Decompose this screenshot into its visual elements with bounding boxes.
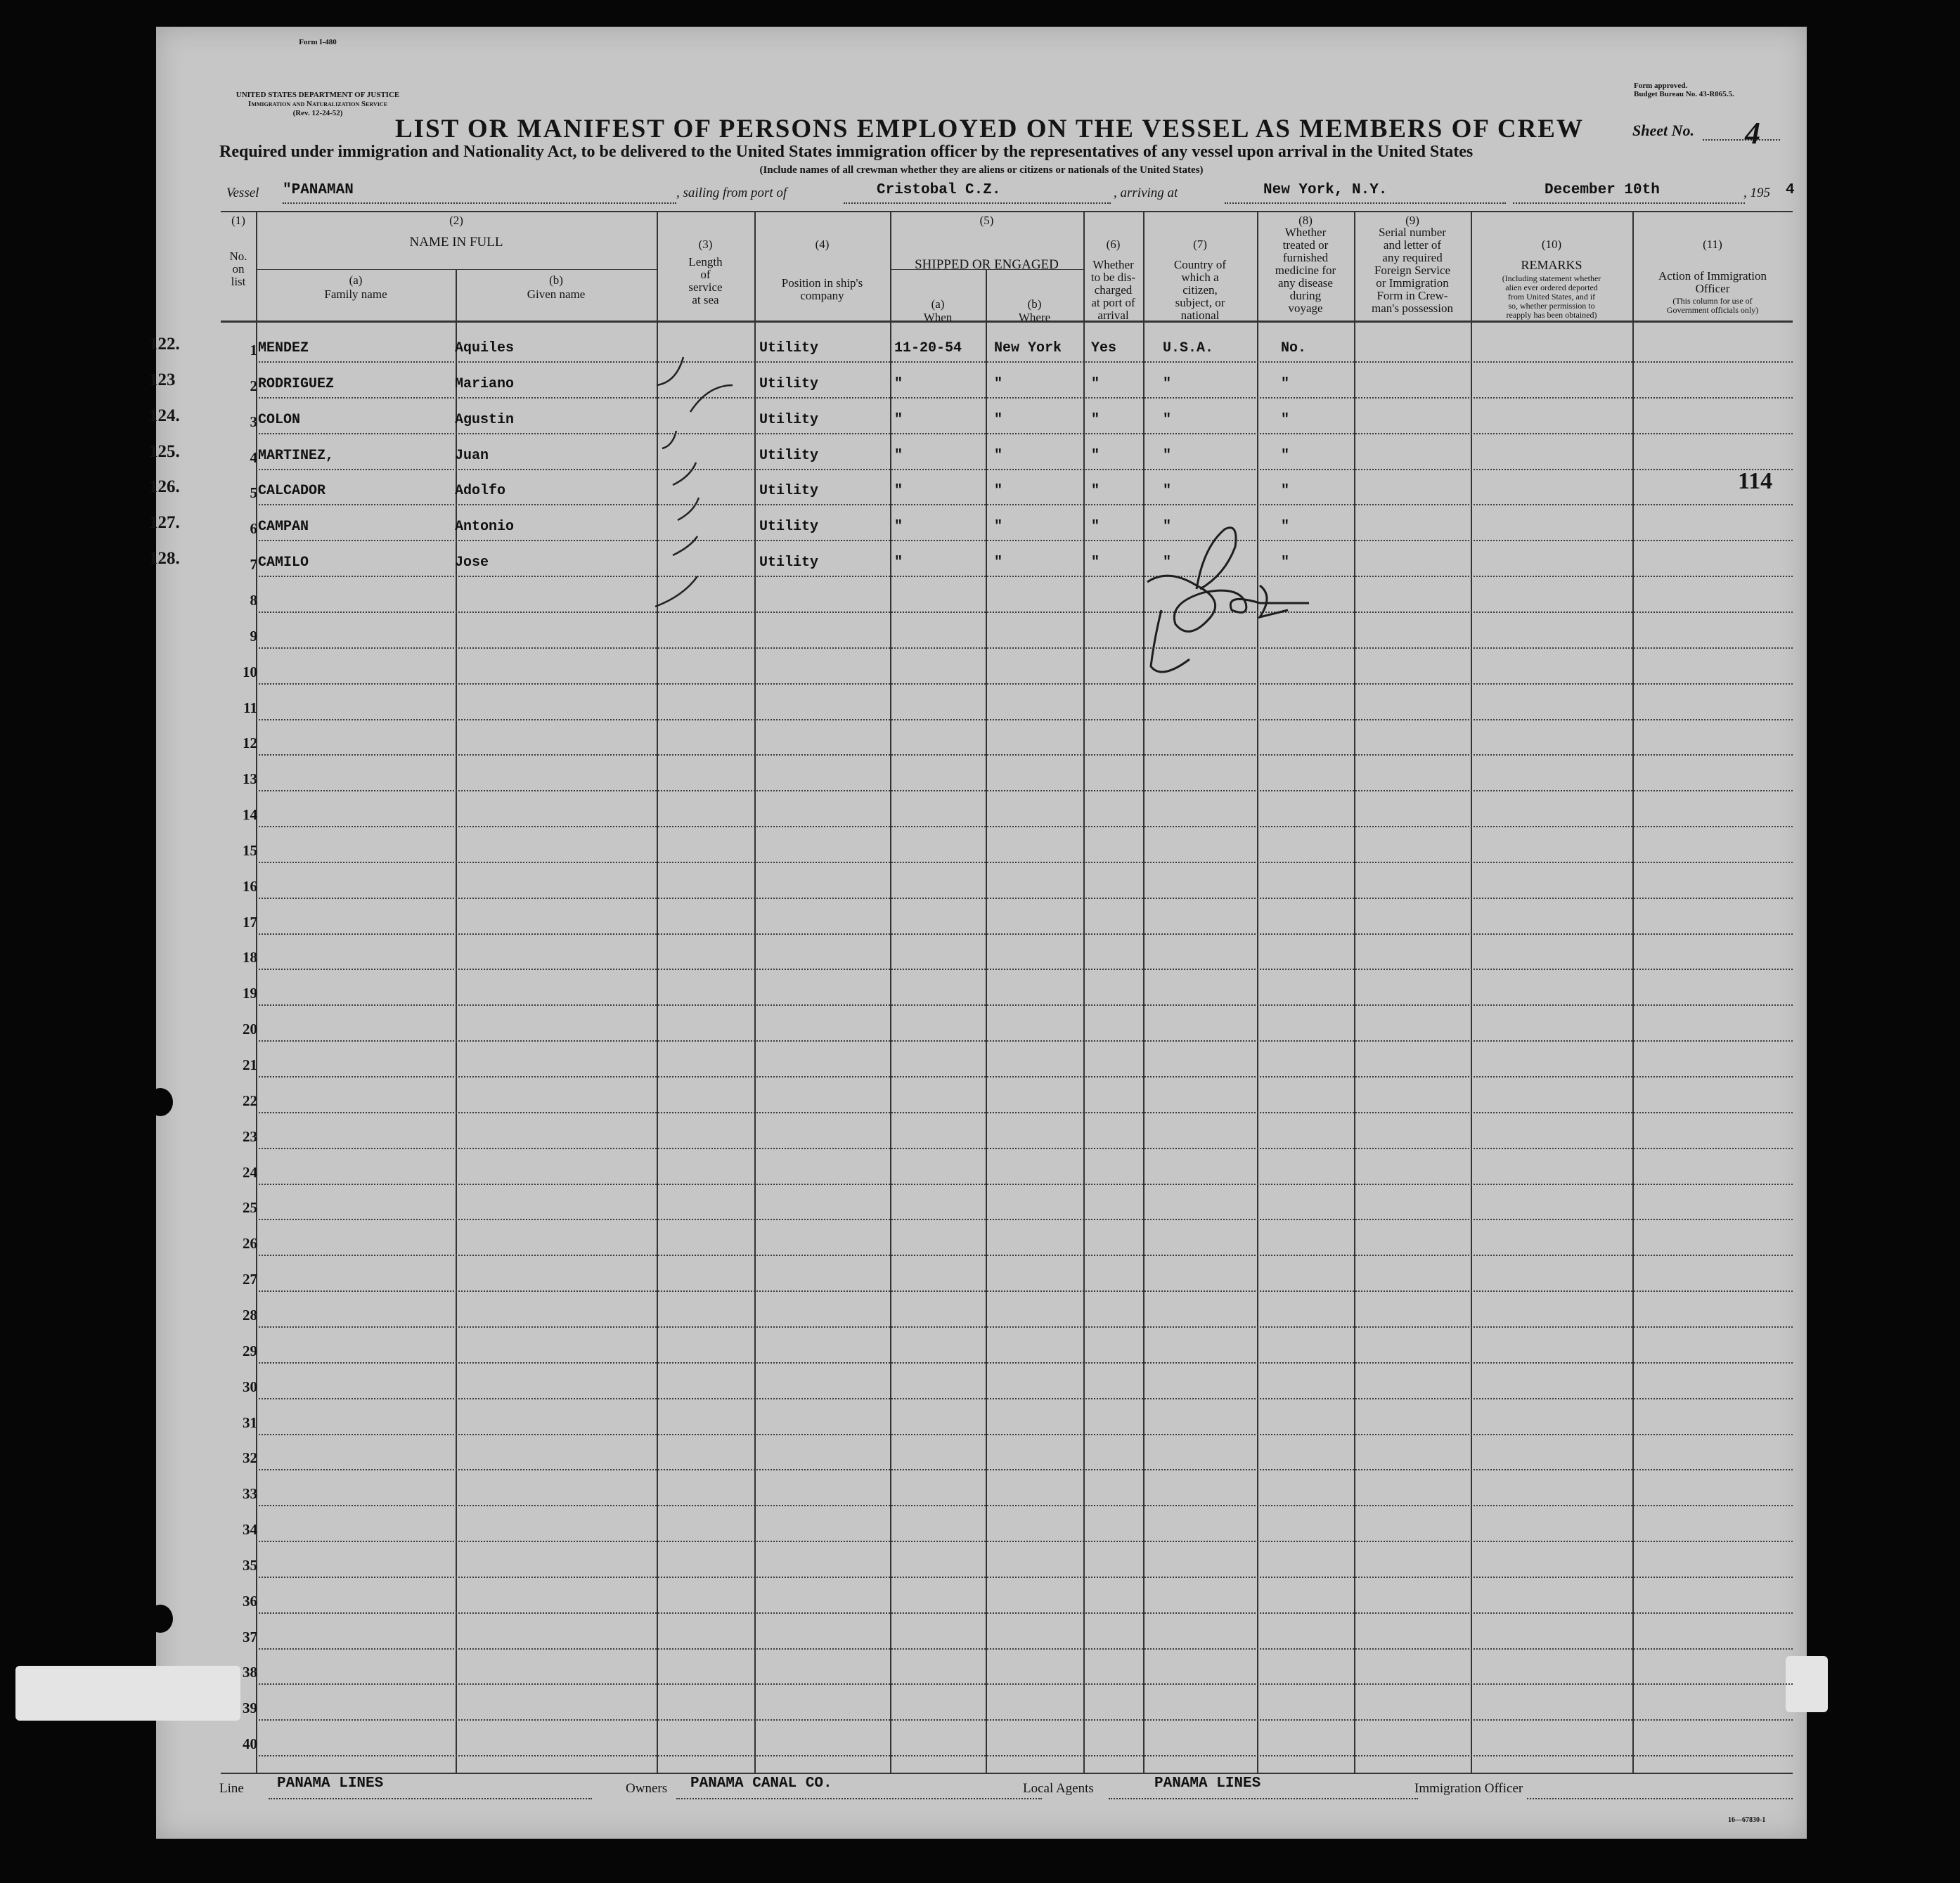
- col10-number: (10): [1541, 238, 1562, 251]
- discharged: ": [1091, 411, 1100, 428]
- col1-label-c: list: [231, 275, 246, 288]
- family-name: CALCADOR: [258, 483, 326, 500]
- row-rule: [256, 612, 1793, 613]
- col5-number: (5): [979, 214, 994, 227]
- port-from: Cristobal C.Z.: [877, 182, 1001, 198]
- col6-label-b: to be dis-: [1090, 271, 1136, 284]
- col9-label-d: Foreign Service: [1374, 264, 1451, 277]
- position: Utility: [759, 555, 819, 571]
- col7-number: (7): [1193, 238, 1207, 251]
- row-rule: [256, 504, 1793, 505]
- shipped-when: ": [894, 411, 903, 428]
- row-rule: [256, 1541, 1793, 1542]
- row-rule: [256, 862, 1793, 863]
- col5a-label: When: [923, 311, 953, 324]
- given-name: Agustin: [455, 411, 515, 428]
- row-rule: [256, 576, 1793, 577]
- row-line-number: 15: [243, 841, 257, 859]
- medicine: ": [1281, 411, 1290, 428]
- col11-note-2: Government officials only): [1666, 305, 1759, 315]
- row-rule: [256, 1648, 1793, 1650]
- col5-title: SHIPPED OR ENGAGED: [915, 257, 1059, 272]
- port-to: New York, N.Y.: [1263, 182, 1388, 198]
- row-line-number: 1: [250, 342, 257, 358]
- row-line-number: 5: [250, 484, 257, 502]
- vessel-name: "PANAMAN: [283, 182, 354, 198]
- shipped-where: ": [994, 555, 1003, 571]
- row-rule: [256, 1362, 1793, 1364]
- given-name: Adolfo: [455, 483, 506, 500]
- col10-note-4: so, whether permission to: [1508, 301, 1595, 311]
- action-count: 114: [1738, 468, 1773, 494]
- medicine: ": [1281, 483, 1290, 500]
- row-rule: [256, 969, 1793, 970]
- row-line-number: 27: [243, 1271, 257, 1288]
- country: ": [1163, 483, 1172, 500]
- row-rule: [256, 719, 1793, 720]
- row-rule: [256, 933, 1793, 935]
- col6-number: (6): [1106, 238, 1121, 251]
- family-name: MENDEZ: [258, 340, 309, 356]
- row-line-number: 40: [243, 1735, 257, 1753]
- col2-number: (2): [449, 214, 463, 227]
- row-rule: [256, 1505, 1793, 1506]
- discharged: ": [1091, 447, 1100, 464]
- row-line-number: 9: [250, 627, 257, 645]
- col3-label-a: Length: [688, 255, 723, 268]
- family-name: CAMPAN: [258, 519, 309, 536]
- col11-number: (11): [1703, 238, 1722, 251]
- row-line-number: 35: [243, 1556, 257, 1574]
- col2a-label: Family name: [324, 287, 387, 301]
- col9-label-e: or Immigration: [1376, 276, 1449, 290]
- check-marks: [634, 336, 775, 617]
- col8-label-e: any disease: [1278, 276, 1333, 290]
- row-rule: [256, 1612, 1793, 1614]
- row-rule: [256, 540, 1793, 541]
- col1-label-a: No.: [229, 250, 247, 263]
- country: ": [1163, 411, 1172, 428]
- department: UNITED STATES DEPARTMENT OF JUSTICE: [236, 91, 400, 99]
- row-rule: [256, 433, 1793, 434]
- medicine: ": [1281, 447, 1290, 464]
- owners-label: Owners: [626, 1781, 668, 1796]
- row-rule: [256, 1255, 1793, 1256]
- col8-label-d: medicine for: [1275, 264, 1336, 277]
- position: Utility: [759, 411, 819, 428]
- shipped-when: ": [894, 447, 903, 464]
- vessel-label: Vessel: [226, 186, 259, 200]
- owners-value: PANAMA CANAL CO.: [690, 1775, 832, 1792]
- col3-label-d: at sea: [692, 293, 719, 306]
- col8-label-f: during: [1289, 289, 1322, 302]
- manifest-title: LIST OR MANIFEST OF PERSONS EMPLOYED ON THE VESSEL AS MEMBERS OF CREW: [395, 115, 1584, 143]
- list-number: 125.: [149, 441, 180, 461]
- row-line-number: 3: [250, 413, 257, 430]
- row-rule: [256, 1434, 1793, 1435]
- row-line-number: 23: [243, 1127, 257, 1145]
- col6-label-d: at port of: [1091, 296, 1135, 309]
- given-name: Aquiles: [455, 340, 515, 356]
- revision: (Rev. 12-24-52): [292, 109, 343, 117]
- row-rule: [256, 1112, 1793, 1113]
- col8-label-g: voyage: [1288, 302, 1323, 315]
- col1-label-b: on: [232, 262, 245, 276]
- row-line-number: 34: [243, 1521, 257, 1539]
- row-rule: [256, 1040, 1793, 1042]
- row-rule: [256, 1004, 1793, 1006]
- sheet-label: Sheet No.: [1632, 122, 1694, 139]
- family-name: COLON: [258, 411, 301, 428]
- col6-label-e: arrival: [1097, 309, 1129, 322]
- row-line-number: 6: [250, 520, 257, 538]
- row-line-number: 20: [243, 1021, 257, 1038]
- row-rule: [256, 790, 1793, 791]
- col10-title: REMARKS: [1521, 258, 1582, 272]
- shipped-when: ": [894, 555, 903, 571]
- sailing-label: , sailing from port of: [676, 186, 787, 200]
- shipped-when: ": [894, 375, 903, 392]
- discharged: Yes: [1091, 340, 1117, 356]
- col8-label-a: Whether: [1284, 226, 1327, 239]
- col3-label-b: of: [700, 268, 711, 281]
- row-rule: [256, 1577, 1793, 1578]
- row-rule: [256, 1398, 1793, 1399]
- row-line-number: 18: [243, 949, 257, 966]
- row-line-number: 22: [243, 1092, 257, 1109]
- given-name: Jose: [455, 555, 489, 571]
- row-line-number: 38: [243, 1664, 257, 1681]
- shipped-where: ": [994, 375, 1003, 392]
- position: Utility: [759, 340, 819, 356]
- scan-glare-left: [15, 1666, 240, 1721]
- given-name: Mariano: [455, 375, 515, 392]
- col2a-letter: (a): [349, 273, 363, 287]
- manifest-sheet: [149, 27, 1807, 1839]
- row-rule: [256, 1076, 1793, 1078]
- row-line-number: 30: [243, 1378, 257, 1395]
- include-note: (Include names of all crewman whether they are aliens or citizens or nationals of the United States): [759, 164, 1204, 176]
- discharged: ": [1091, 375, 1100, 392]
- inspector-signature: [1119, 519, 1316, 687]
- col8-number: (8): [1298, 214, 1313, 227]
- country: ": [1163, 375, 1172, 392]
- row-line-number: 12: [243, 735, 257, 752]
- row-line-number: 37: [243, 1628, 257, 1645]
- medicine: ": [1281, 519, 1290, 536]
- manifest-subtitle: Required under immigration and Nationality Act, to be delivered to the United States immigration officer by the representatives of any vessel upon arrival in the United States: [219, 143, 1474, 161]
- list-number: 124.: [149, 406, 180, 425]
- position: Utility: [759, 447, 819, 464]
- year-prefix: , 195: [1743, 186, 1770, 200]
- shipped-where: ": [994, 483, 1003, 500]
- col9-label-a: Serial number: [1379, 226, 1446, 239]
- col2b-label: Given name: [527, 287, 586, 301]
- col10-note-1: (Including statement whether: [1502, 273, 1601, 283]
- family-name: MARTINEZ,: [258, 447, 335, 464]
- row-line-number: 2: [250, 377, 257, 394]
- col3-label-c: service: [688, 280, 723, 294]
- col10-note-2: alien ever ordered deported: [1505, 283, 1598, 292]
- shipped-when: 11-20-54: [894, 340, 962, 356]
- medicine: No.: [1281, 340, 1307, 356]
- col4-number: (4): [815, 238, 830, 251]
- row-rule: [256, 1219, 1793, 1220]
- approval-line-2: Budget Bureau No. 43-R065.5.: [1634, 90, 1734, 98]
- officer-label: Immigration Officer: [1414, 1781, 1523, 1796]
- line-label: Line: [219, 1781, 244, 1796]
- col9-label-f: Form in Crew-: [1376, 289, 1448, 302]
- row-rule: [256, 647, 1793, 649]
- discharged: ": [1091, 555, 1100, 571]
- row-rule: [256, 754, 1793, 756]
- shipped-when: ": [894, 483, 903, 500]
- col10-note-5: reapply has been obtained): [1506, 310, 1597, 320]
- list-number: 122.: [149, 335, 180, 354]
- row-line-number: 32: [243, 1449, 257, 1467]
- col11-label-b: Officer: [1695, 282, 1730, 295]
- row-line-number: 31: [243, 1413, 257, 1431]
- arriving-label: , arriving at: [1114, 186, 1178, 200]
- col10-note-3: from United States, and if: [1507, 292, 1596, 302]
- shipped-where: ": [994, 519, 1003, 536]
- row-rule: [256, 1148, 1793, 1149]
- arrival-date: December 10th: [1545, 182, 1660, 198]
- row-line-number: 29: [243, 1342, 257, 1359]
- position: Utility: [759, 375, 819, 392]
- col5b-letter: (b): [1027, 297, 1042, 311]
- row-rule: [256, 1184, 1793, 1185]
- row-line-number: 24: [243, 1163, 257, 1181]
- row-line-number: 33: [243, 1485, 257, 1503]
- row-rule: [256, 361, 1793, 363]
- shipped-where: ": [994, 447, 1003, 464]
- row-rule: [256, 469, 1793, 470]
- row-line-number: 10: [243, 663, 257, 680]
- col7-label-c: citizen,: [1182, 283, 1218, 297]
- row-rule: [256, 826, 1793, 827]
- family-name: RODRIGUEZ: [258, 375, 335, 392]
- shipped-where: ": [994, 411, 1003, 428]
- given-name: Juan: [455, 447, 489, 464]
- col11-label-a: Action of Immigration: [1658, 269, 1767, 283]
- col7-label-d: subject, or: [1175, 296, 1225, 309]
- row-rule: [256, 1719, 1793, 1721]
- col8-label-b: treated or: [1282, 238, 1329, 252]
- row-line-number: 16: [243, 877, 257, 895]
- row-line-number: 13: [243, 770, 257, 788]
- row-line-number: 25: [243, 1199, 257, 1217]
- shipped-when: ": [894, 519, 903, 536]
- row-line-number: 28: [243, 1306, 257, 1324]
- row-rule: [256, 397, 1793, 399]
- sheet-number: 4: [1745, 116, 1760, 150]
- col9-label-g: man's possession: [1372, 302, 1453, 315]
- punch-hole: [148, 1605, 173, 1633]
- row-rule: [256, 898, 1793, 899]
- col7-label-e: national: [1180, 309, 1220, 322]
- col4-label-a: Position in ship's: [781, 276, 863, 290]
- position: Utility: [759, 483, 819, 500]
- punch-hole: [148, 1088, 173, 1116]
- position: Utility: [759, 519, 819, 536]
- row-rule: [256, 1755, 1793, 1756]
- row-rule: [256, 1326, 1793, 1328]
- row-line-number: 14: [243, 806, 257, 824]
- col7-label-a: Country of: [1173, 258, 1227, 271]
- year-digit: 4: [1786, 182, 1795, 198]
- row-line-number: 36: [243, 1592, 257, 1610]
- medicine: ": [1281, 555, 1290, 571]
- col8-label-c: furnished: [1282, 251, 1329, 264]
- country: ": [1163, 555, 1172, 571]
- list-number: 128.: [149, 549, 180, 569]
- col2b-letter: (b): [549, 273, 563, 287]
- col9-number: (9): [1405, 214, 1419, 227]
- service: Immigration and Naturalization Service: [248, 100, 387, 108]
- line-value: PANAMA LINES: [277, 1775, 384, 1792]
- row-line-number: 8: [250, 591, 257, 609]
- approval-line-1: Form approved.: [1634, 82, 1688, 90]
- row-rule: [256, 1683, 1793, 1685]
- row-line-number: 7: [250, 556, 257, 574]
- row-rule: [256, 1469, 1793, 1470]
- col2-title: NAME IN FULL: [409, 235, 503, 250]
- discharged: ": [1091, 519, 1100, 536]
- col11-note-1: (This column for use of: [1672, 296, 1753, 306]
- row-line-number: 21: [243, 1056, 257, 1073]
- col5a-letter: (a): [931, 297, 945, 311]
- col3-number: (3): [698, 238, 713, 251]
- col6-label-a: Whether: [1092, 258, 1134, 271]
- row-line-number: 4: [250, 448, 257, 466]
- list-number: 126.: [149, 477, 180, 497]
- medicine: ": [1281, 375, 1290, 392]
- agents-label: Local Agents: [1023, 1781, 1094, 1796]
- discharged: ": [1091, 483, 1100, 500]
- col7-label-b: which a: [1181, 271, 1219, 284]
- agents-value: PANAMA LINES: [1154, 1775, 1261, 1792]
- col9-label-c: any required: [1382, 251, 1443, 264]
- row-rule: [256, 1290, 1793, 1292]
- row-line-number: 26: [243, 1235, 257, 1253]
- col9-label-b: and letter of: [1383, 238, 1442, 252]
- given-name: Antonio: [455, 519, 515, 536]
- row-line-number: 11: [243, 699, 257, 716]
- col5b-label: Where: [1018, 311, 1051, 324]
- country: ": [1163, 447, 1172, 464]
- family-name: CAMILO: [258, 555, 309, 571]
- country: ": [1163, 519, 1172, 536]
- row-line-number: 39: [243, 1700, 257, 1717]
- country: U.S.A.: [1163, 340, 1214, 356]
- col4-label-b: company: [800, 289, 844, 302]
- list-number: 123: [149, 370, 176, 389]
- col1-number: (1): [231, 214, 245, 227]
- footer-code: 16—67830-1: [1728, 1816, 1766, 1824]
- col6-label-c: charged: [1094, 283, 1133, 297]
- list-number: 127.: [149, 513, 180, 533]
- form-number: Form I-480: [299, 38, 337, 46]
- row-rule: [256, 683, 1793, 685]
- row-line-number: 19: [243, 985, 257, 1002]
- shipped-where: New York: [994, 340, 1062, 356]
- row-line-number: 17: [243, 913, 257, 931]
